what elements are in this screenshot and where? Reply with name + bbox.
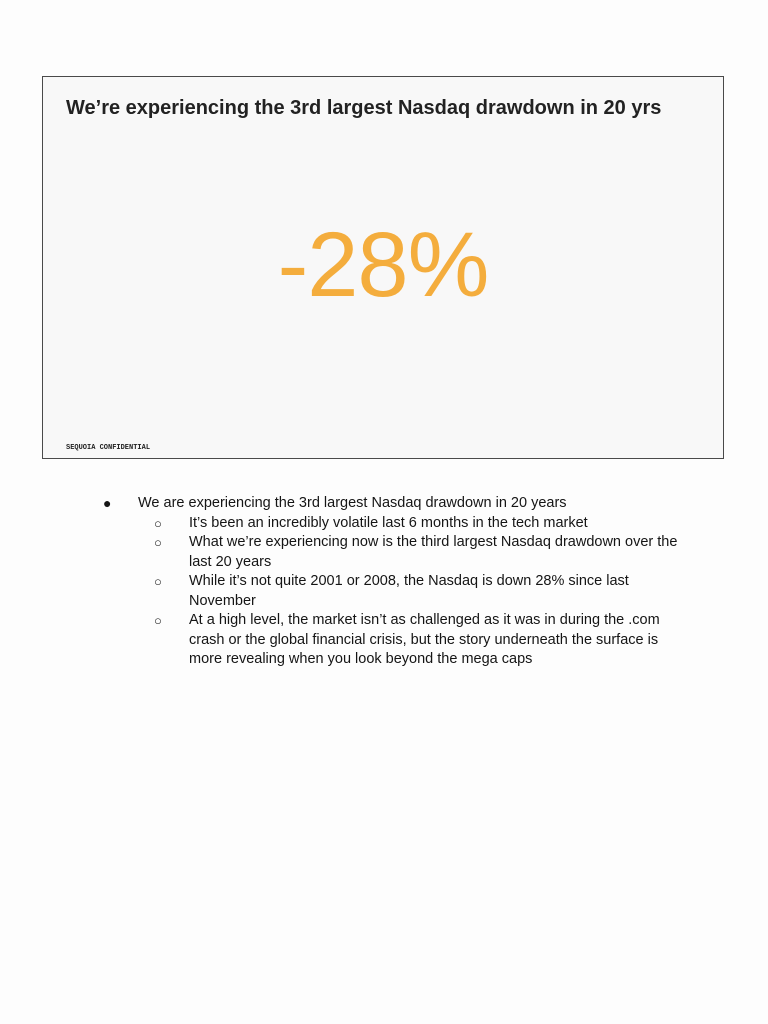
list-item-text: At a high level, the market isn’t as challenged as it was in during the .com crash or the global financial crisis, but the story underneath the surface is more revealing when you look beyond the mega caps [189,612,660,667]
list-item [0,533,768,572]
list-item [0,514,768,534]
list-item-text: While it’s not quite 2001 or 2008, the Nasdaq is down 28% since last November [189,573,629,609]
sub-bullet-icon: ○ [154,515,162,531]
notes-list [0,494,768,670]
list-item [0,572,768,611]
list-item-text: It’s been an incredibly volatile last 6 months in the tech market [189,514,588,531]
speaker-notes [0,494,768,670]
sub-bullet-icon: ○ [154,613,162,628]
list-item-text: We are experiencing the 3rd largest Nasdaq drawdown in 20 years [138,495,567,511]
confidential-footer: SEQUOIA CONFIDENTIAL [66,444,151,452]
list-item [0,611,768,670]
big-stat-value: -28% [277,214,489,316]
slide-title: We’re experiencing the 3rd largest Nasdaq drawdown in 20 yrs [66,97,662,119]
list-item [0,494,768,514]
list-item-text: What we’re experiencing now is the third largest Nasdaq drawdown over the last 20 years [189,534,678,570]
sub-bullet-icon: ○ [154,574,162,589]
sub-bullet-icon: ○ [154,535,162,550]
bullet-icon: ● [103,495,112,511]
slide-frame [42,76,724,459]
